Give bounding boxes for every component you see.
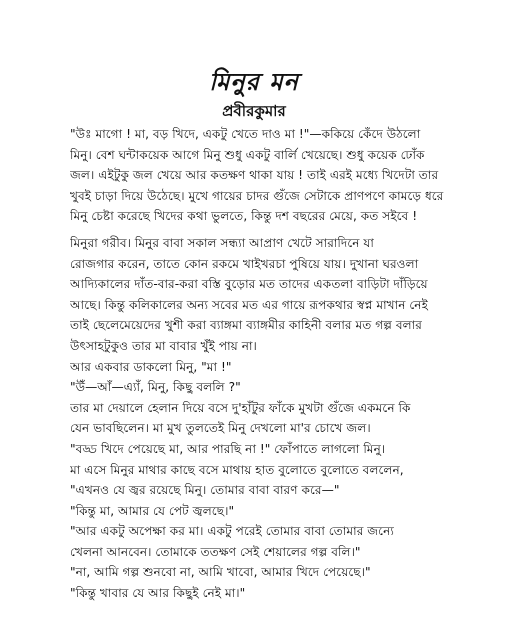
author-name: প্রবীরকুমার xyxy=(222,102,286,120)
text-line: খেলনা আনবেন। তোমাকে ততক্ষণ সেই শেয়ালের গল্প বলি।" xyxy=(70,544,361,559)
text-line: খুবই চাড়া দিয়ে উঠেছে। মুখে গায়ের চাদর গুঁজে সেটাকে প্রাণপণে কামড়ে ধরে xyxy=(70,188,444,203)
text-line: "কিন্তু খাবার যে আর কিছুই নেই মা।" xyxy=(70,586,246,601)
story-title: মিনুর মন xyxy=(209,68,299,96)
text-line: "উঃ মাগো ! মা, বড় খিদে, একটু খেতে দাও মা !"—ককিয়ে কেঁদে উঠলো xyxy=(70,127,421,141)
text-line: তাই ছেলেমেয়েদের খুশী করা ব্যাঙ্গমা ব্যাঙ্গমীর কাহিনী বলার মত গল্প বলার xyxy=(70,318,422,333)
text-line: "উঁ—আঁ—এ্যাঁ, মিনু, কিছু বললি ?" xyxy=(70,380,241,395)
text-line: "বড্ড খিদে পেয়েছে মা, আর পারছি না !" ফোঁপাতে লাগলো মিনু। xyxy=(70,441,386,456)
text-line: মিনু। বেশ ঘন্টাকয়েক আগে মিনু শুধু একটু বার্লি খেয়েছে। শুধু কয়েক ঢোঁক xyxy=(70,147,425,162)
text-line: "এখনও যে জ্বর রয়েছে মিনু। তোমার বাবা বারণ করে—" xyxy=(70,483,340,498)
text-line: আছে। কিন্তু কলিকালের অন্য সবের মত এর গায়ে রূপকথার স্বপ্ন মাখান নেই xyxy=(70,297,428,312)
text-line: যেন ভাবছিলেন। মা মুখ তুলতেই মিনু দেখলো মা'র চোখে জল। xyxy=(70,421,371,436)
story-body xyxy=(70,124,452,604)
text-line: উৎসাহটুকুও তার মা বাবার খুঁই পায় না। xyxy=(70,338,257,353)
text-line: মিনু চেষ্টা করেছে খিদের কথা ভুলতে, কিন্তু দশ বছরের মেয়ে, কত সইবে ! xyxy=(70,209,418,224)
text-line: "আর একটু অপেক্ষা কর মা। একটু পরেই তোমার বাবা তোমার জন্যে xyxy=(70,524,394,539)
text-line: জল। এইটুকু জল খেয়ে আর কতক্ষণ থাকা যায় ! তাই এরই মধ্যে খিদেটা তার xyxy=(70,168,439,183)
text-line: রোজগার করেন, তাতে কোন রকমে খাইখরচা পুষিয়ে যায়। দুখানা ঘরওলা xyxy=(70,256,419,271)
text-line: আদ্যিকালের দাঁত-বার-করা বস্তি বুড়োর মত তাদের একতলা বাড়িটা দাঁড়িয়ে xyxy=(70,277,428,292)
text-line: "না, আমি গল্প শুনবো না, আমি খাবো, আমার খিদে পেয়েছে।" xyxy=(70,565,371,580)
text-line: মিনুরা গরীব। মিনুর বাবা সকাল সন্ধ্যা আপ্রাণ খেটে সারাদিনে যা xyxy=(70,235,374,250)
text-line: "কিন্তু মা, আমার যে পেট জ্বলছে।" xyxy=(70,503,235,518)
text-line: তার মা দেয়ালে হেলান দিয়ে বসে দু'হাঁটুর ফাঁকে মুখটা গুঁজে একমনে কি xyxy=(70,400,411,415)
text-line: মা এসে মিনুর মাথার কাছে বসে মাথায় হাত বুলোতে বুলোতে বললেন, xyxy=(70,462,404,477)
text-line: আর একবার ডাকলো মিনু, "মা !" xyxy=(70,359,232,374)
